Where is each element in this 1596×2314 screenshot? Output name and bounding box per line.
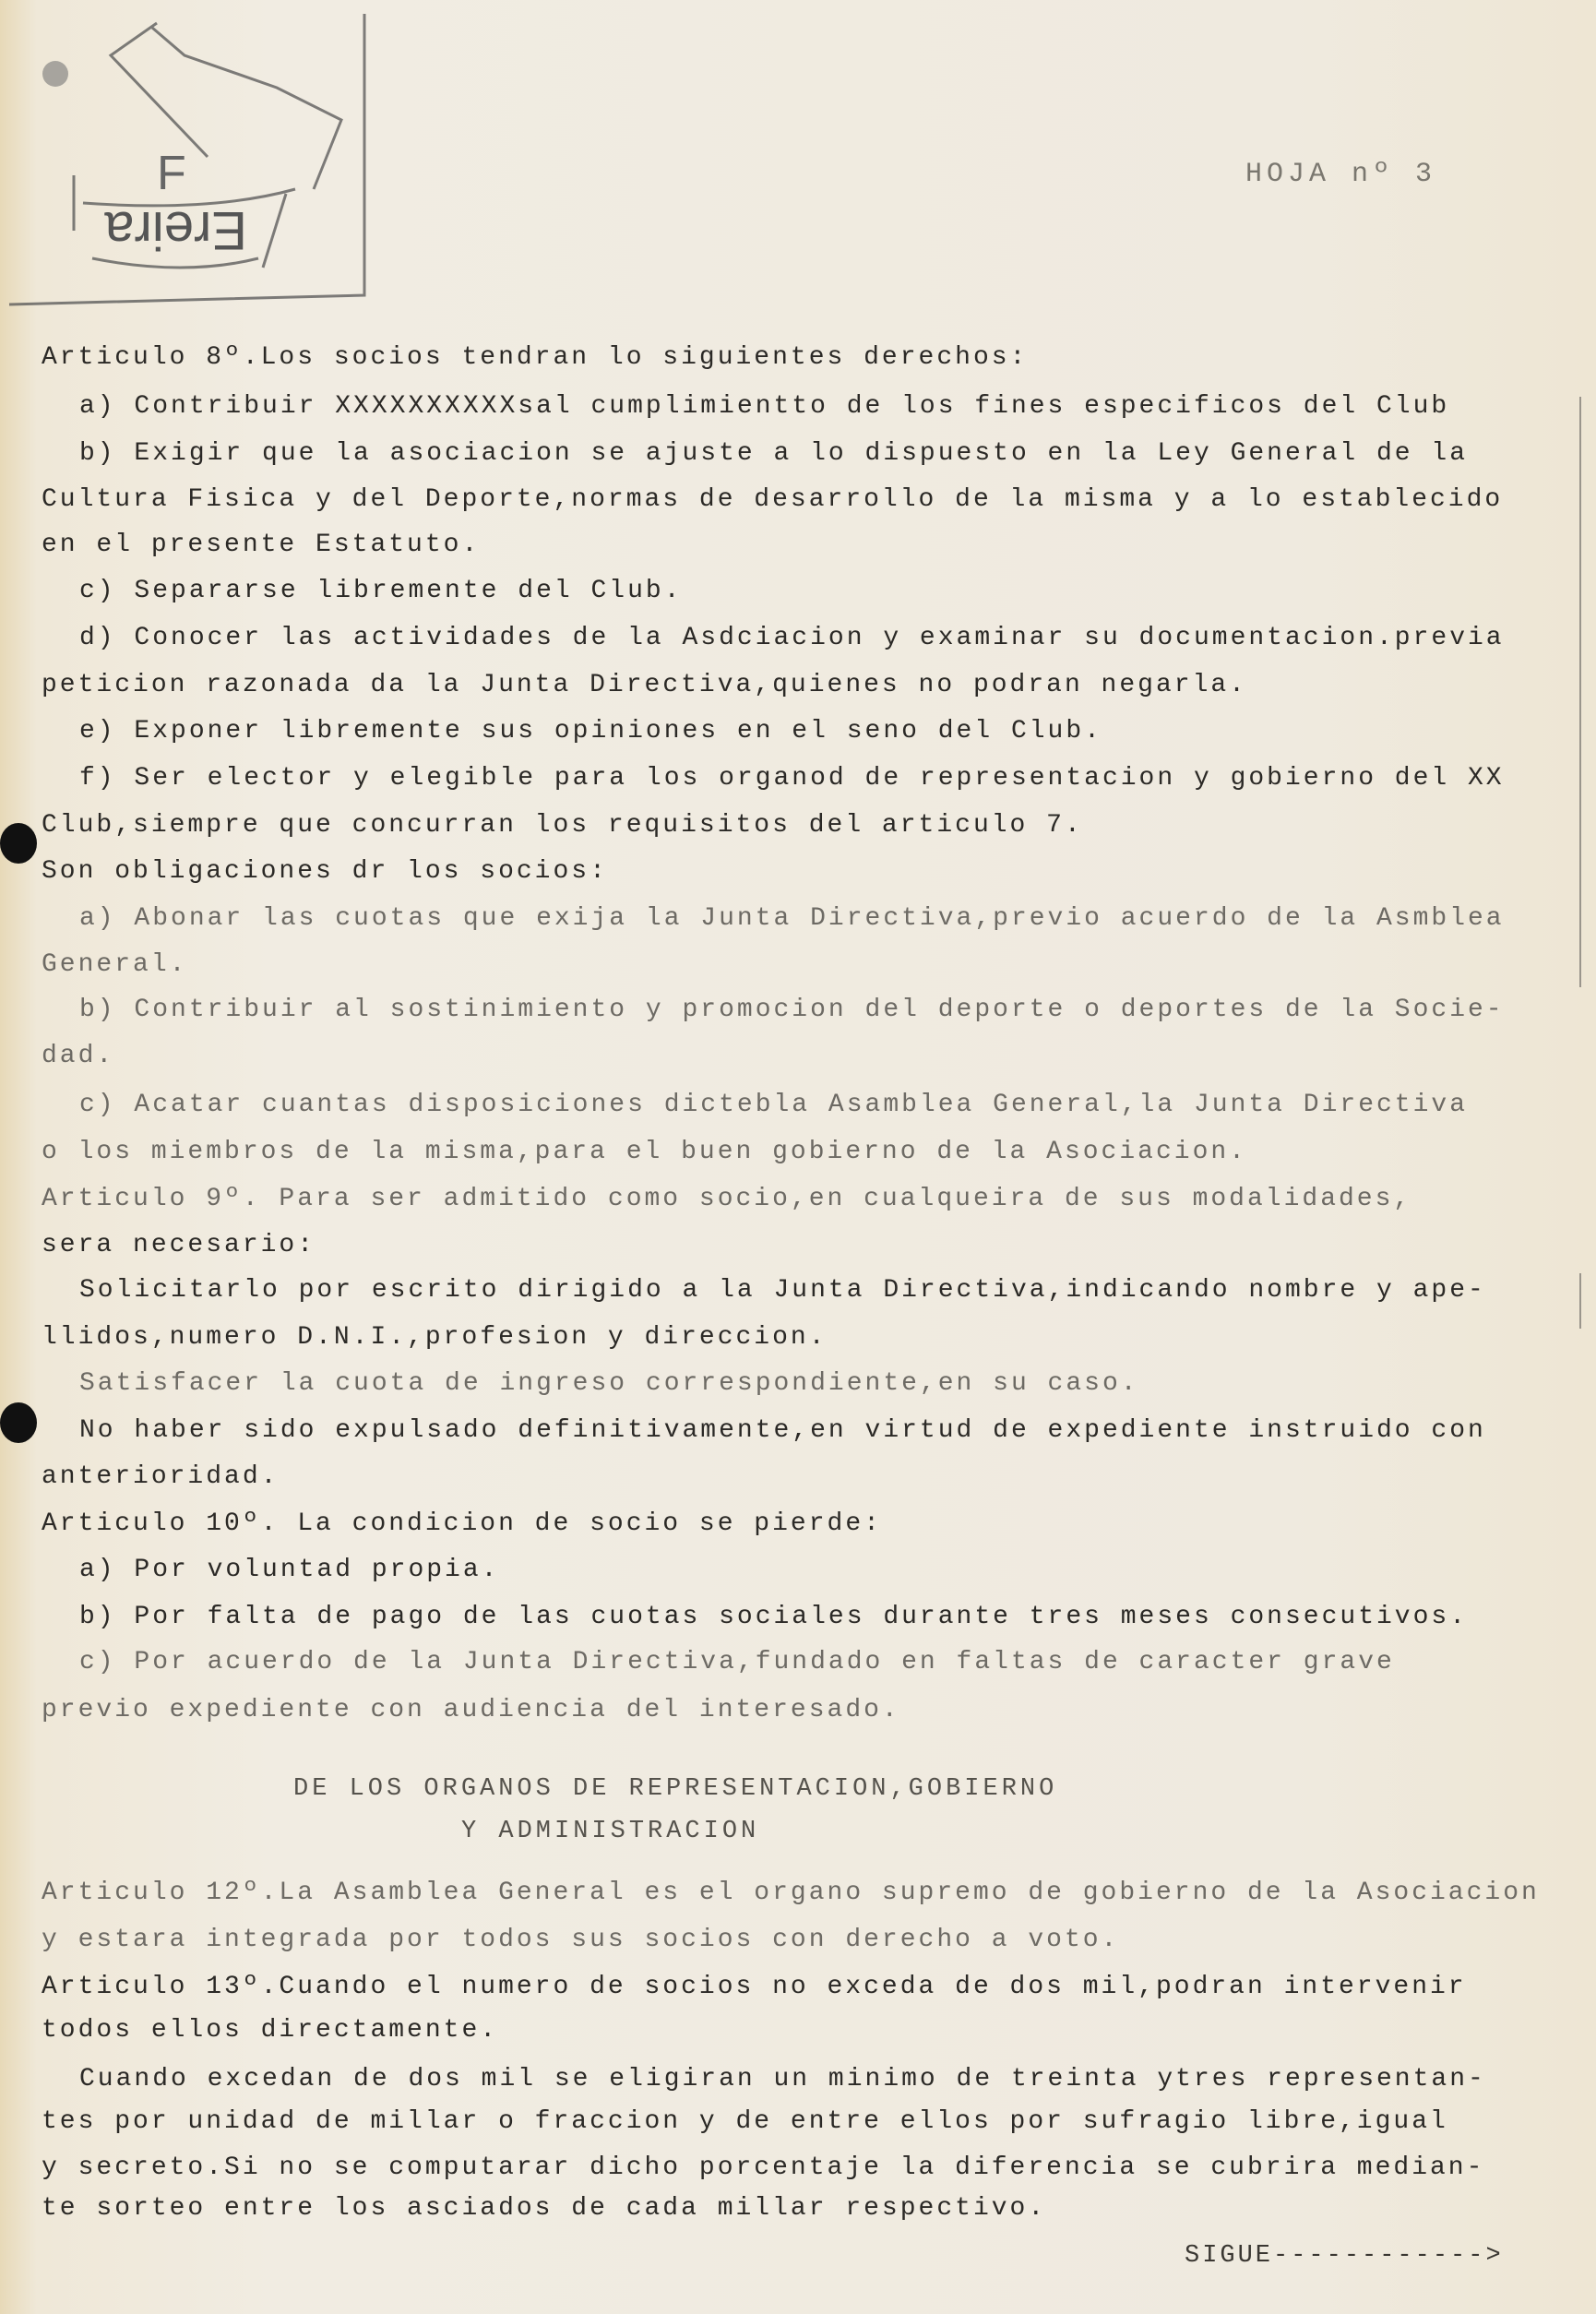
continue-label: SIGUE------------>	[1185, 2242, 1504, 2270]
text-line: Son obligaciones dr los socios:	[42, 857, 608, 886]
text-line: b) Exigir que la asociacion se ajuste a lo dispuesto en la Ley General de la	[79, 439, 1469, 468]
text-line: en el presente Estatuto.	[42, 531, 481, 559]
svg-text:F: F	[157, 147, 186, 200]
text-line: e) Exponer libremente sus opiniones en el seno del Club.	[79, 717, 1102, 745]
punch-hole	[0, 1402, 37, 1443]
text-line: d) Conocer las actividades de la Asdciacion y examinar su documentacion.previa	[79, 624, 1505, 652]
text-line: tes por unidad de millar o fraccion y de entre ellos por sufragio libre,igual	[42, 2107, 1448, 2136]
text-line: Cuando excedan de dos mil se eligiran un minimo de treinta ytres representan-	[79, 2065, 1486, 2093]
text-line: c) Acatar cuantas disposiciones dictebla Asamblea General,la Junta Directiva	[79, 1091, 1469, 1119]
page-number: HOJA nº 3	[1245, 159, 1437, 190]
text-line: dad.	[42, 1042, 115, 1070]
club-stamp	[0, 0, 369, 314]
margin-line	[1579, 397, 1581, 987]
text-line: sera necesario:	[42, 1231, 316, 1259]
text-line: llidos,numero D.N.I.,profesion y direccion.	[42, 1323, 828, 1352]
section-heading-2: Y ADMINISTRACION	[461, 1818, 760, 1845]
text-line: Articulo 10º. La condicion de socio se pierde:	[42, 1509, 882, 1538]
text-line: anterioridad.	[42, 1462, 280, 1491]
text-line: Articulo 8º.Los socios tendran lo siguientes derechos:	[42, 343, 1029, 372]
text-line: y secreto.Si no se computarar dicho porcentaje la diferencia se cubrira median-	[42, 2153, 1485, 2182]
text-line: previo expediente con audiencia del interesado.	[42, 1696, 900, 1724]
text-line: o los miembros de la misma,para el buen gobierno de la Asociacion.	[42, 1138, 1247, 1166]
text-line: a) Por voluntad propia.	[79, 1556, 500, 1584]
text-line: te sorteo entre los asciados de cada millar respectivo.	[42, 2194, 1047, 2223]
margin-line	[1579, 1273, 1581, 1329]
text-line: No haber sido expulsado definitivamente,en virtud de expediente instruido con	[79, 1416, 1486, 1445]
text-line: b) Por falta de pago de las cuotas sociales durante tres meses consecutivos.	[79, 1603, 1469, 1631]
text-line: a) Abonar las cuotas que exija la Junta Directiva,previo acuerdo de la Asmblea	[79, 904, 1505, 933]
text-line: Articulo 9º. Para ser admitido como socio,en cualqueira de sus modalidades,	[42, 1185, 1412, 1213]
text-line: c) Separarse libremente del Club.	[79, 577, 683, 605]
text-line: Articulo 13º.Cuando el numero de socios no exceda de dos mil,podran intervenir	[42, 1973, 1467, 2001]
text-line: c) Por acuerdo de la Junta Directiva,fundado en faltas de caracter grave	[79, 1648, 1395, 1676]
text-line: todos ellos directamente.	[42, 2016, 499, 2045]
text-line: f) Ser elector y elegible para los organod de representacion y gobierno del XX	[79, 764, 1505, 793]
text-line: y estara integrada por todos sus socios con derecho a voto.	[42, 1926, 1120, 1954]
text-line: a) Contribuir XXXXXXXXXXsal cumplimientto de los fines especificos del Club	[79, 392, 1450, 421]
section-heading: DE LOS ORGANOS DE REPRESENTACION,GOBIERNO	[293, 1775, 1058, 1803]
text-line: Solicitarlo por escrito dirigido a la Junta Directiva,indicando nombre y ape-	[79, 1276, 1486, 1305]
punch-hole	[0, 823, 37, 864]
svg-text:Ereira: Ereira	[104, 200, 247, 260]
text-line: Articulo 12º.La Asamblea General es el organo supremo de gobierno de la Asociacion	[42, 1879, 1540, 1907]
text-line: Cultura Fisica y del Deporte,normas de desarrollo de la misma y a lo establecido	[42, 485, 1504, 514]
text-line: peticion razonada da la Junta Directiva,quienes no podran negarla.	[42, 671, 1247, 699]
text-line: Club,siempre que concurran los requisitos del articulo 7.	[42, 811, 1083, 840]
text-line: General.	[42, 950, 188, 979]
text-line: b) Contribuir al sostinimiento y promocion del deporte o deportes de la Socie-	[79, 996, 1505, 1024]
text-line: Satisfacer la cuota de ingreso correspondiente,en su caso.	[79, 1369, 1139, 1398]
